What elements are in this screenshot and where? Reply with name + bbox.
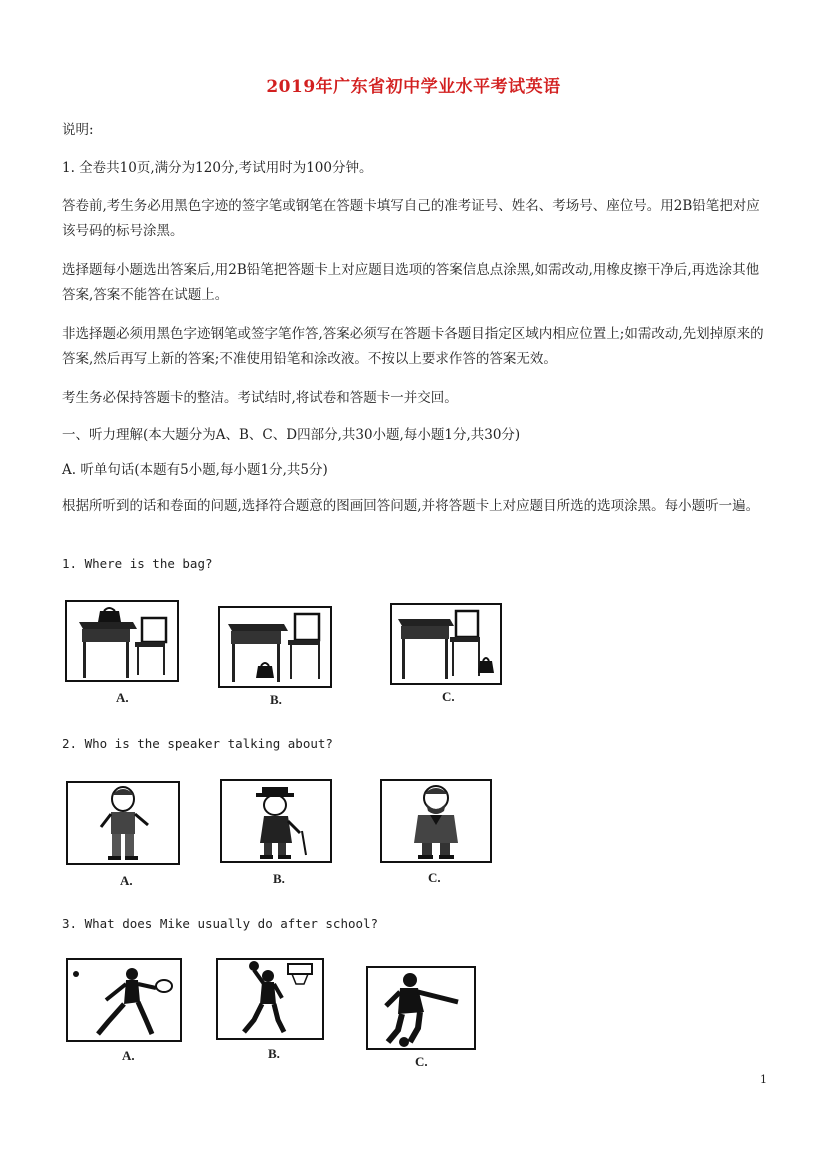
page-number: 1 [760,1073,767,1086]
part-a-direction: 根据所听到的话和卷面的问题,选择符合题意的图画回答问题,并将答题卡上对应题目所选的选项涂黑。每小题听一遍。 [62,498,760,514]
option-label: A. [122,1048,135,1063]
instruction-item: 选择题每小题选出答案后,用2B铅笔把答题卡上对应题目选项的答案信息点涂黑,如需改动,用橡皮擦干净后,再选涂其他答案,答案不能答在试题上。 [62,262,760,303]
option-label: B. [268,1046,280,1061]
question-2-text: 2. Who is the speaker talking about? [62,736,333,751]
option-label: A. [116,690,129,705]
option-label: C. [415,1054,428,1069]
page-title: 2019年广东省初中学业水平考试英语 [266,77,561,97]
question-1-text: 1. Where is the bag? [62,556,213,571]
instruction-item: 考生务必保持答题卡的整洁。考试结时,将试卷和答题卡一并交回。 [62,390,458,406]
man-with-beard-icon [380,779,492,863]
tennis-player-icon [66,958,182,1042]
option-label: A. [120,873,133,888]
option-label: C. [442,689,455,704]
instruction-item: 非选择题必须用黑色字迹钢笔或签字笔作答,答案必须写在答题卡各题目指定区域内相应位置上;如需改动,先划掉原来的答案,然后再写上新的答案;不准使用铅笔和涂改液。不按以上要求作答的答案无效。 [62,326,764,367]
basketball-player-icon [216,958,324,1040]
instructions-heading: 说明: [62,122,94,138]
young-man-icon [66,781,180,865]
old-man-with-cane-icon [220,779,332,863]
desk-chair-bag-under-desk-icon [218,606,332,688]
part-a-heading: A. 听单句话(本题有5小题,每小题1分,共5分) [62,462,328,478]
question-3-text: 3. What does Mike usually do after school? [62,916,379,931]
section-heading: 一、听力理解(本大题分为A、B、C、D四部分,共30小题,每小题1分,共30分) [62,427,521,443]
desk-chair-bag-on-desk-icon [65,600,179,682]
option-label: B. [270,692,282,707]
option-label: C. [428,870,441,885]
instruction-item: 答卷前,考生务必用黑色字迹的签字笔或钢笔在答题卡填写自己的准考证号、姓名、考场号、座位号。用2B铅笔把对应该号码的标号涂黑。 [62,198,760,239]
soccer-player-icon [366,966,476,1050]
instruction-item: 1. 全卷共10页,满分为120分,考试用时为100分钟。 [62,160,373,176]
option-label: B. [273,871,285,886]
desk-chair-bag-under-chair-icon [390,603,502,685]
